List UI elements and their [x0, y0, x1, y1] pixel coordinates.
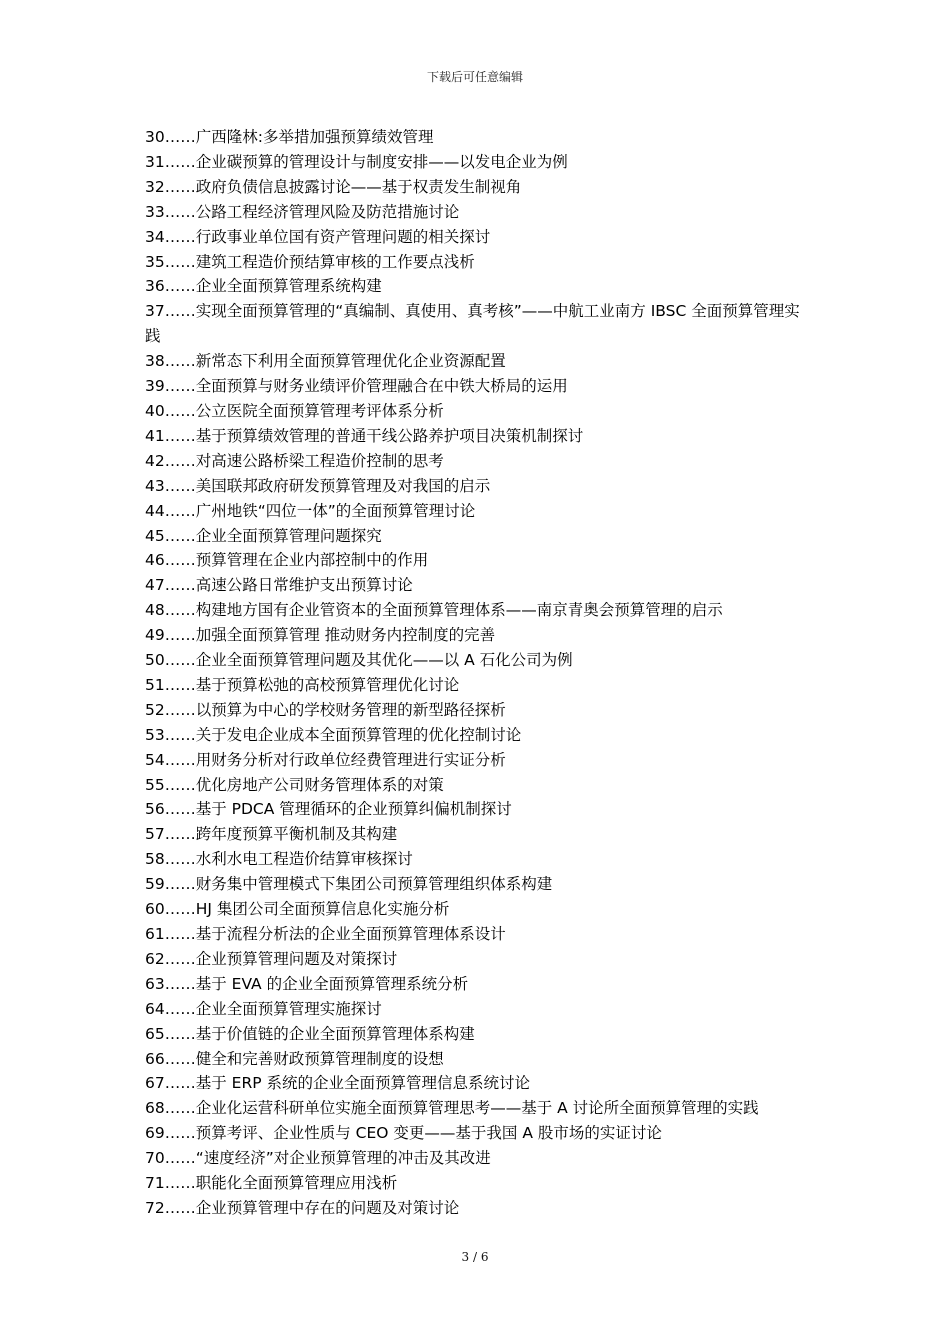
- list-item: 33……公路工程经济管理风险及防范措施讨论: [145, 202, 460, 221]
- list-item: 64……企业全面预算管理实施探讨: [145, 999, 382, 1018]
- list-item: 55……优化房地产公司财务管理体系的对策: [145, 775, 444, 794]
- list-item: 31……企业碳预算的管理设计与制度安排——以发电企业为例: [145, 152, 568, 171]
- list-item: 53……关于发电企业成本全面预算管理的优化控制讨论: [145, 725, 522, 744]
- list-item: 66……健全和完善财政预算管理制度的设想: [145, 1049, 444, 1068]
- list-item: 60……HJ 集团公司全面预算信息化实施分析: [145, 900, 450, 919]
- list-item: 34……行政事业单位国有资产管理问题的相关探讨: [145, 227, 491, 246]
- list-item: 54……用财务分析对行政单位经费管理进行实证分析: [145, 750, 506, 769]
- list-item: 40……公立医院全面预算管理考评体系分析: [145, 401, 444, 420]
- list-item: 62……企业预算管理问题及对策探讨: [145, 949, 398, 968]
- list-item: 46……预算管理在企业内部控制中的作用: [145, 551, 429, 570]
- list-item: 37……实现全面预算管理的“真编制、真使用、真考核”——中航工业南方 IBSC 全面预算管理实践: [145, 302, 800, 346]
- list-item: 51……基于预算松弛的高校预算管理优化讨论: [145, 675, 460, 694]
- list-item: 35……建筑工程造价预结算审核的工作要点浅析: [145, 252, 475, 271]
- list-item: 56……基于 PDCA 管理循环的企业预算纠偏机制探讨: [145, 800, 512, 819]
- list-item: 36……企业全面预算管理系统构建: [145, 277, 382, 296]
- list-item: 49……加强全面预算管理 推动财务内控制度的完善: [145, 626, 496, 645]
- page-header: 下载后可任意编辑: [426, 70, 523, 84]
- list-item: 30……广西隆林:多举措加强预算绩效管理: [145, 128, 434, 146]
- list-item: 41……基于预算绩效管理的普通干线公路养护项目决策机制探讨: [145, 426, 584, 445]
- list-item: 69……预算考评、企业性质与 CEO 变更——基于我国 A 股市场的实证讨论: [145, 1124, 662, 1143]
- list-item: 57……跨年度预算平衡机制及其构建: [145, 825, 398, 844]
- list-item: 32……政府负债信息披露讨论——基于权责发生制视角: [145, 177, 522, 196]
- list-item: 58……水利水电工程造价结算审核探讨: [145, 850, 413, 869]
- list-item: 39……全面预算与财务业绩评价管理融合在中铁大桥局的运用: [145, 377, 568, 396]
- list-item: 38……新常态下利用全面预算管理优化企业资源配置: [145, 352, 506, 371]
- list-item: 72……企业预算管理中存在的问题及对策讨论: [145, 1198, 460, 1217]
- list-item: 71……职能化全面预算管理应用浅析: [145, 1174, 398, 1193]
- list-item: 63……基于 EVA 的企业全面预算管理系统分析: [145, 974, 469, 993]
- list-item: 50……企业全面预算管理问题及其优化——以 A 石化公司为例: [145, 651, 573, 670]
- list-item: 68……企业化运营科研单位实施全面预算管理思考——基于 A 讨论所全面预算管理的实践: [145, 1099, 759, 1118]
- list-item: 42……对高速公路桥梁工程造价控制的思考: [145, 451, 444, 470]
- list-item: 44……广州地铁“四位一体”的全面预算管理讨论: [145, 501, 476, 520]
- list-item: 45……企业全面预算管理问题探究: [145, 526, 382, 545]
- list-item: 48……构建地方国有企业管资本的全面预算管理体系——南京青奥会预算管理的启示: [145, 601, 723, 620]
- title-list: [145, 125, 815, 1221]
- list-item: 65……基于价值链的企业全面预算管理体系构建: [145, 1024, 475, 1043]
- list-item: 59……财务集中管理模式下集团公司预算管理组织体系构建: [145, 875, 553, 894]
- list-item: 52……以预算为中心的学校财务管理的新型路径探析: [145, 700, 506, 719]
- list-item: 47……高速公路日常维护支出预算讨论: [145, 576, 413, 595]
- list-item: 70……“速度经济”对企业预算管理的冲击及其改进: [145, 1149, 491, 1168]
- list-item: 43……美国联邦政府研发预算管理及对我国的启示: [145, 476, 491, 495]
- list-item: 61……基于流程分析法的企业全面预算管理体系设计: [145, 925, 506, 943]
- page-number: 3 / 6: [461, 1250, 489, 1264]
- list-item: 67……基于 ERP 系统的企业全面预算管理信息系统讨论: [145, 1074, 530, 1093]
